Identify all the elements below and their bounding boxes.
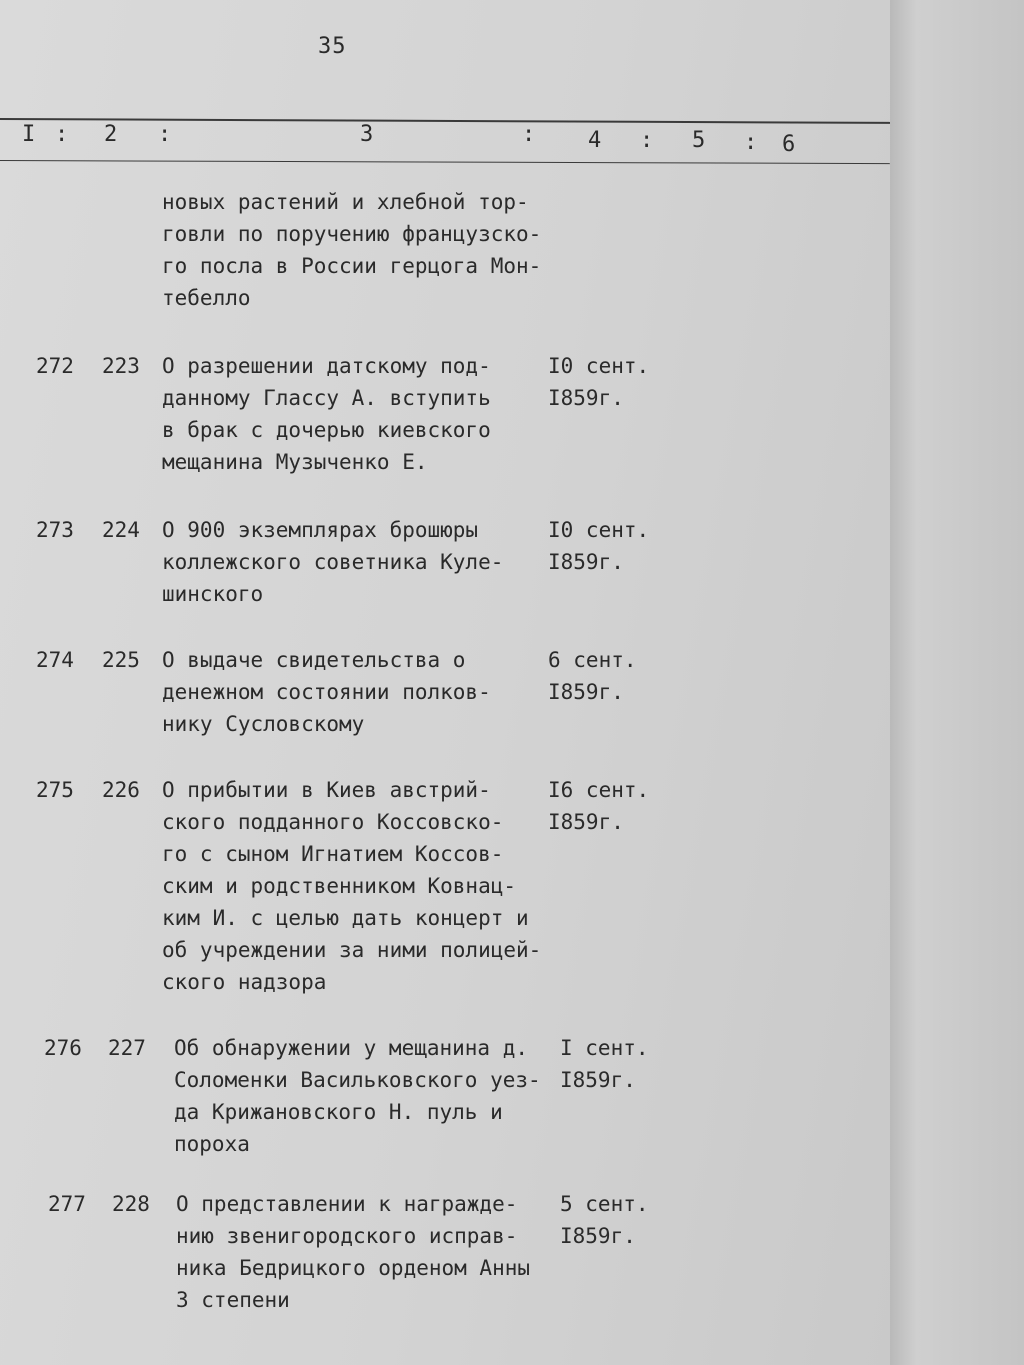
date-year: I859г. <box>560 1068 636 1092</box>
date-year: I859г. <box>560 1224 636 1248</box>
description-line: О выдаче свидетельства о <box>162 648 466 672</box>
col-header-2: 2 <box>104 122 118 147</box>
entry-description <box>162 514 562 610</box>
entry-description <box>162 644 562 740</box>
date-year: I859г. <box>548 386 624 410</box>
date-year: I859г. <box>548 680 624 704</box>
description-line: мещанина Музыченко Е. <box>162 450 428 474</box>
description-line: нику Сусловскому <box>162 712 365 736</box>
date-year: I859г. <box>548 810 624 834</box>
record-number: 276 <box>44 1036 82 1060</box>
item-number: 224 <box>102 518 140 542</box>
col-header-6: 6 <box>782 132 796 157</box>
description-line: О разрешении датскому под- <box>162 354 491 378</box>
description-line: пороха <box>174 1132 250 1156</box>
next-page-edge <box>890 0 1024 1365</box>
description-line: ким И. с целью дать концерт и <box>162 906 529 930</box>
page-number: 35 <box>318 34 347 59</box>
entry-description <box>162 774 562 998</box>
description-line: данному Глассу А. вступить <box>162 386 491 410</box>
entry-description <box>162 186 562 314</box>
date-day: I6 сент. <box>548 778 650 802</box>
col-separator: : <box>744 130 758 155</box>
record-number: 272 <box>36 354 74 378</box>
entry-description <box>162 350 562 478</box>
date-day: 5 сент. <box>560 1192 649 1216</box>
description-line: говли по поручению французско- <box>162 222 542 246</box>
entry-date <box>548 514 658 578</box>
item-number: 228 <box>112 1192 150 1216</box>
entry-date <box>548 644 658 708</box>
description-line: в брак с дочерью киевского <box>162 418 491 442</box>
date-year: I859г. <box>548 550 624 574</box>
date-day: I0 сент. <box>548 354 650 378</box>
col-header-4: 4 <box>588 128 602 153</box>
description-line: об учреждении за ними полицей- <box>162 938 542 962</box>
record-number: 275 <box>36 778 74 802</box>
entry-date <box>560 1188 670 1252</box>
description-line: да Крижановского Н. пуль и <box>174 1100 503 1124</box>
description-line: Об обнаружении у мещанина д. <box>174 1036 529 1060</box>
description-line: О прибытии в Киев австрий- <box>162 778 491 802</box>
description-line: шинского <box>162 582 264 606</box>
entry-description <box>174 1032 574 1160</box>
description-line: тебелло <box>162 286 251 310</box>
description-line: О 900 экземплярах брошюры <box>162 518 479 542</box>
description-line: Соломенки Васильковского уез- <box>174 1068 541 1092</box>
entry-date <box>560 1032 670 1096</box>
description-line: ского подданного Коссовско- <box>162 810 504 834</box>
record-number: 277 <box>48 1192 86 1216</box>
entry-date <box>548 774 658 838</box>
date-day: 6 сент. <box>548 648 637 672</box>
item-number: 225 <box>102 648 140 672</box>
col-separator: : <box>522 122 536 147</box>
item-number: 226 <box>102 778 140 802</box>
col-separator: : <box>55 122 69 147</box>
description-line: О представлении к награжде- <box>176 1192 518 1216</box>
item-number: 223 <box>102 354 140 378</box>
col-separator: : <box>640 128 654 153</box>
description-line: новых растений и хлебной тор- <box>162 190 529 214</box>
column-headers <box>0 122 890 156</box>
date-day: I сент. <box>560 1036 649 1060</box>
description-line: денежном состоянии полков- <box>162 680 491 704</box>
date-day: I0 сент. <box>548 518 650 542</box>
description-line: нию звенигородского исправ- <box>176 1224 518 1248</box>
col-header-1: I <box>22 122 36 147</box>
description-line: 3 степени <box>176 1288 290 1312</box>
entry-date <box>548 350 658 414</box>
description-line: ского надзора <box>162 970 327 994</box>
record-number: 273 <box>36 518 74 542</box>
description-line: ника Бедрицкого орденом Анны <box>176 1256 531 1280</box>
description-line: го с сыном Игнатием Коссов- <box>162 842 504 866</box>
description-line: ским и родственником Ковнац- <box>162 874 517 898</box>
description-line: го посла в России герцога Мон- <box>162 254 542 278</box>
record-number: 274 <box>36 648 74 672</box>
col-header-3: 3 <box>360 122 374 147</box>
description-line: коллежского советника Куле- <box>162 550 504 574</box>
col-separator: : <box>158 122 172 147</box>
entry-description <box>176 1188 576 1316</box>
item-number: 227 <box>108 1036 146 1060</box>
col-header-5: 5 <box>692 128 706 153</box>
